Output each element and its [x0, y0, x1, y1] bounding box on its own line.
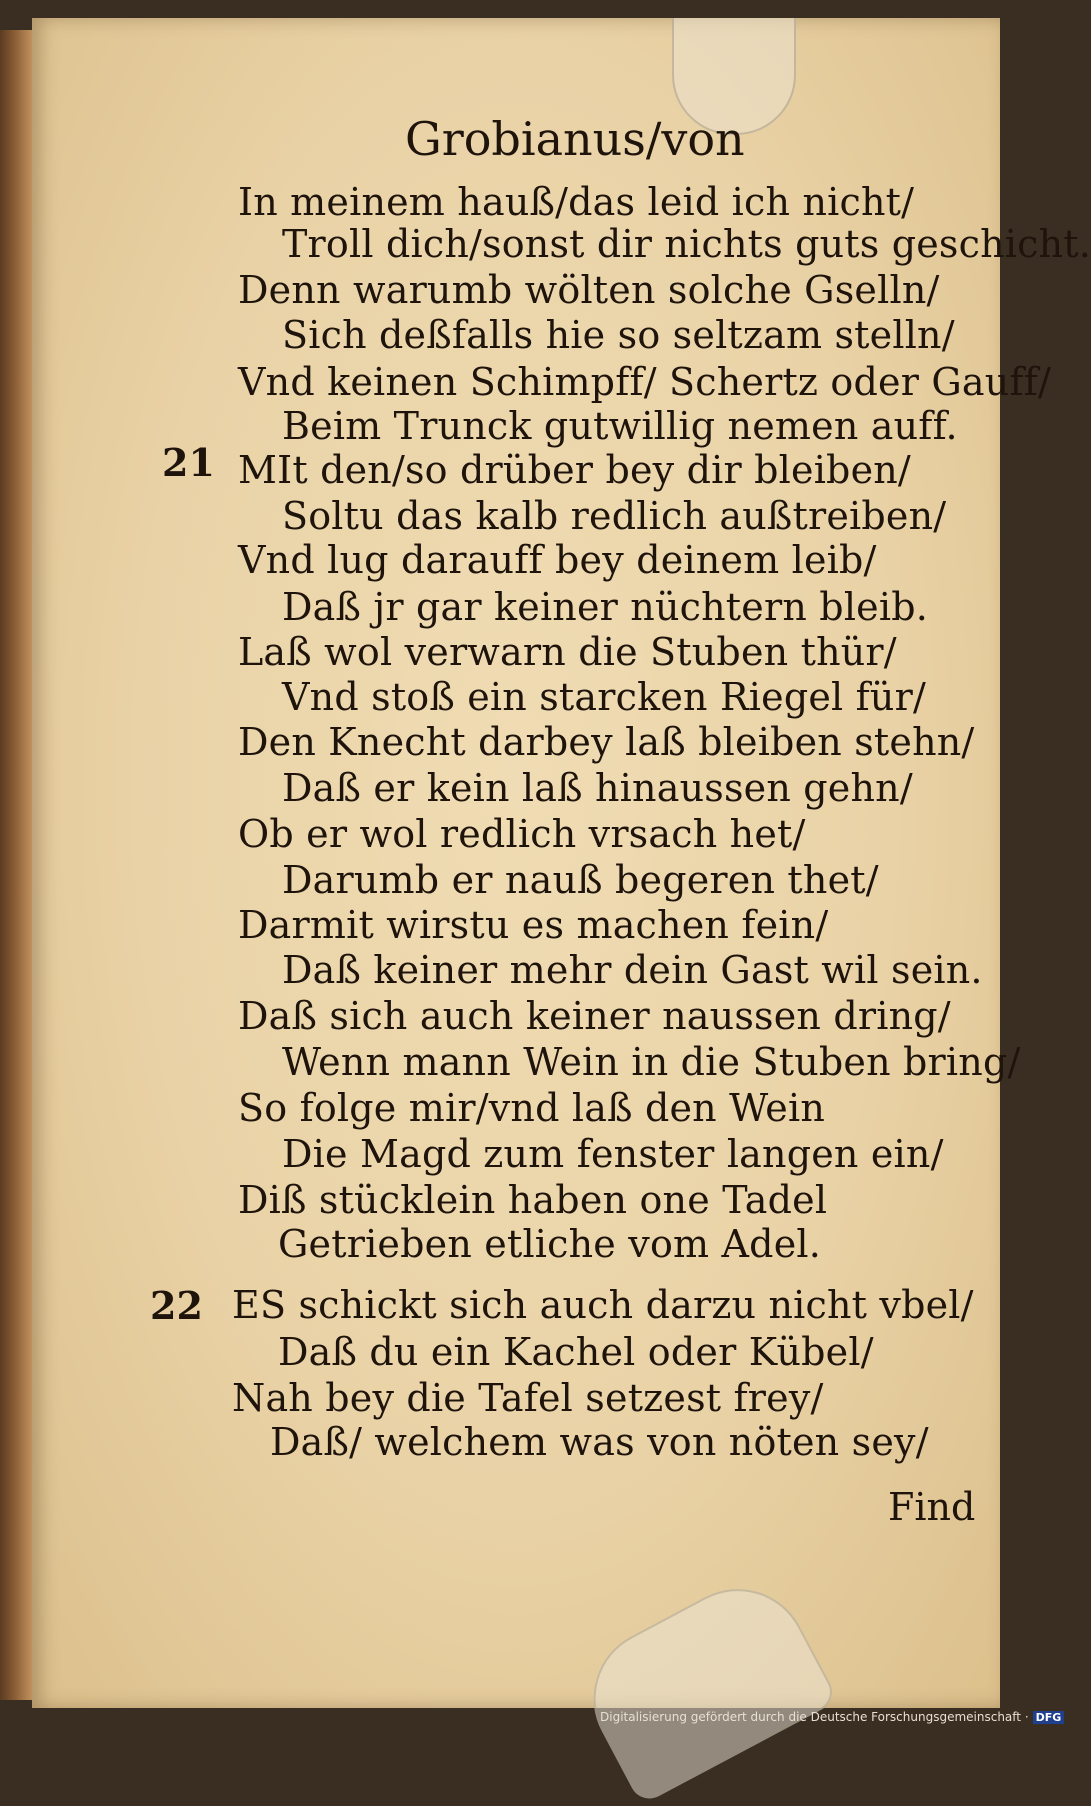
verse-line: Beim Trunck gutwillig nemen auff. [282, 404, 958, 448]
verse-line: Die Magd zum fenster langen ein/ [282, 1132, 944, 1176]
verse-line: Daß/ welchem was von nöten sey/ [270, 1420, 929, 1464]
verse-line: Wenn mann Wein in die Stuben bring/ [282, 1040, 1021, 1084]
verse-line: Getrieben etliche vom Adel. [278, 1222, 822, 1266]
verse-line: Nah bey die Tafel setzest frey/ [232, 1376, 824, 1420]
verse-line: Daß er kein laß hinaussen gehn/ [282, 766, 913, 810]
verse-line: Daß keiner mehr dein Gast wil sein. [282, 948, 983, 992]
verse-line: Sich deßfalls hie so seltzam stelln/ [282, 313, 955, 357]
dfg-logo: DFG [1033, 1711, 1065, 1724]
stanza-number-21: 21 [162, 440, 215, 485]
verse-line: Darumb er nauß begeren thet/ [282, 858, 879, 902]
verse-line: Vnd keinen Schimpff/ Schertz oder Gauff/ [238, 360, 1051, 404]
verse-line: Soltu das kalb redlich außtreiben/ [282, 494, 947, 538]
verse-line: In meinem hauß/das leid ich nicht/ [238, 180, 915, 224]
verse-line: Vnd stoß ein starcken Riegel für/ [282, 675, 926, 719]
verse-line: Ob er wol redlich vrsach het/ [238, 812, 806, 856]
verse-line: So folge mir/vnd laß den Wein [238, 1086, 825, 1130]
verse-line: Vnd lug darauff bey deinem leib/ [238, 538, 877, 582]
verse-line: Daß sich auch keiner naussen dring/ [238, 994, 951, 1038]
verse-line: Laß wol verwarn die Stuben thür/ [238, 630, 897, 674]
running-head: Grobianus/von [405, 112, 745, 166]
verse-line: Denn warumb wölten solche Gselln/ [238, 268, 940, 312]
verse-line: Diß stücklein haben one Tadel [238, 1178, 828, 1222]
verse-line: Daß jr gar keiner nüchtern bleib. [282, 585, 929, 629]
credit-text: Digitalisierung gefördert durch die Deutsche Forschungsgemeinschaft · [600, 1710, 1029, 1724]
verse-line: ES schickt sich auch darzu nicht vbel/ [232, 1283, 974, 1327]
stanza-number-22: 22 [150, 1283, 203, 1328]
verse-line: Troll dich/sonst dir nichts guts geschicht. [282, 222, 1091, 266]
page-clip-bottom [569, 1564, 839, 1805]
digitization-credit [600, 1710, 1064, 1724]
verse-line: Den Knecht darbey laß bleiben stehn/ [238, 720, 975, 764]
verse-line: Darmit wirstu es machen fein/ [238, 903, 829, 947]
catchword: Find [888, 1485, 976, 1529]
verse-line: Daß du ein Kachel oder Kübel/ [278, 1330, 874, 1374]
verse-line: MIt den/so drüber bey dir bleiben/ [238, 448, 911, 492]
